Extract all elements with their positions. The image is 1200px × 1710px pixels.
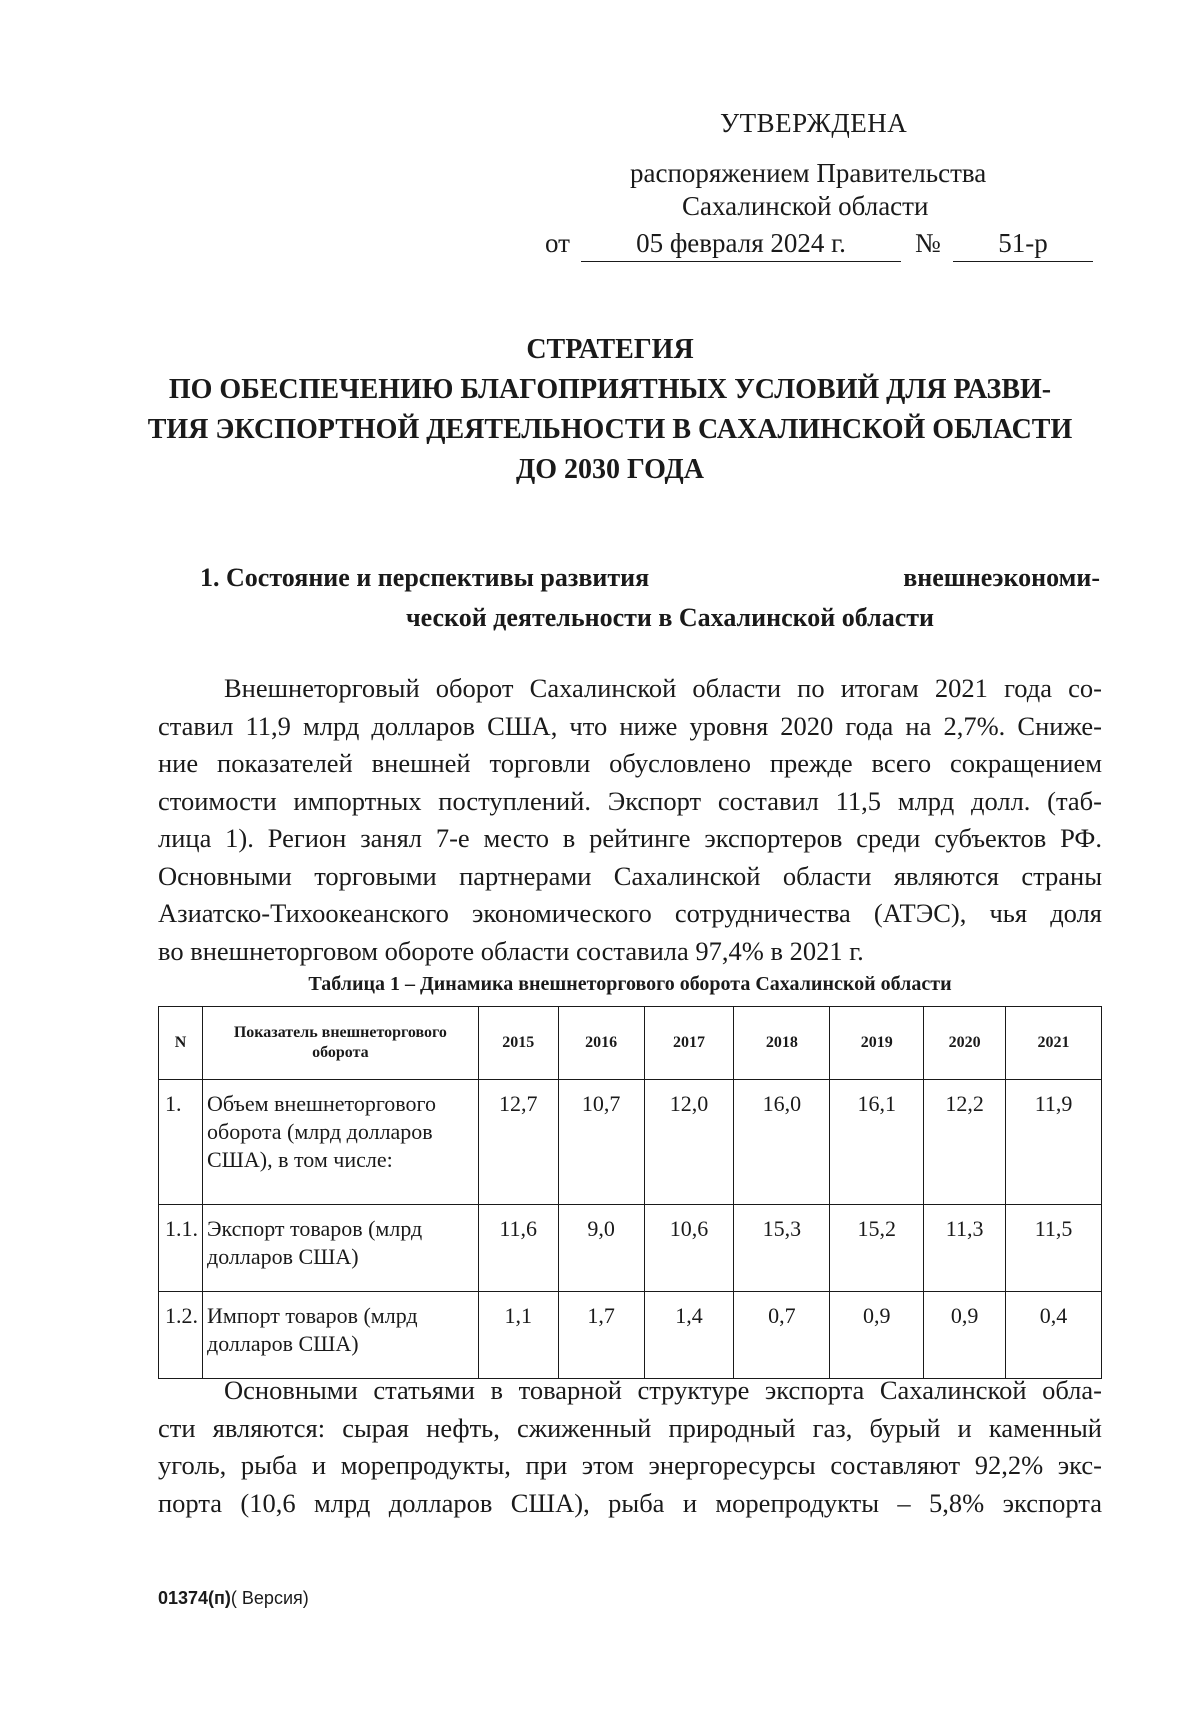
table-cell-value: 12,0 <box>644 1080 734 1205</box>
paragraph-line: во внешнеторговом обороте области составила 97,4% в 2021 г. <box>158 935 864 966</box>
title-line-2: ПО ОБЕСПЕЧЕНИЮ БЛАГОПРИЯТНЫХ УСЛОВИЙ ДЛЯ РАЗВИ- <box>168 374 1052 405</box>
table-header-year: 2016 <box>558 1007 644 1080</box>
table-header-year: 2017 <box>644 1007 734 1080</box>
table-cell-value: 11,9 <box>1006 1080 1102 1205</box>
table-cell-value: 12,7 <box>478 1080 558 1205</box>
paragraph-line: уголь, рыба и морепродукты, при этом энергоресурсы составляют 92,2% экс- <box>158 1450 1102 1480</box>
paragraph-line: сти являются: сырая нефть, сжиженный природный газ, бурый и каменный <box>158 1412 1102 1443</box>
table-cell-value: 15,2 <box>830 1205 924 1292</box>
table-row <box>159 1080 1102 1205</box>
table-cell-label: Экспорт товаров (млрд долларов США) <box>203 1205 479 1292</box>
approval-from-label: от <box>545 228 570 258</box>
paragraph-export-structure <box>158 1372 1102 1522</box>
title-line-4: ДО 2030 ГОДА <box>515 454 705 485</box>
table-header-indicator: Показатель внешнеторгового оборота <box>203 1007 479 1080</box>
table-cell-value: 16,1 <box>830 1080 924 1205</box>
section-heading-line-1 <box>200 558 1100 598</box>
table-cell-n: 1.2. <box>159 1292 203 1379</box>
table-header-year: 2019 <box>830 1007 924 1080</box>
table-cell-value: 12,2 <box>924 1080 1006 1205</box>
paragraph-line: порта (10,6 млрд долларов США), рыба и морепродукты – 5,8% экспорта <box>158 1487 1102 1518</box>
paragraph-line: ние показателей внешней торговли обусловлено прежде всего сокращением <box>158 748 1102 778</box>
table-cell-value: 11,5 <box>1006 1205 1102 1292</box>
paragraph-line: Внешнеторговый оборот Сахалинской области по итогам 2021 года со- <box>224 673 1102 703</box>
table-row <box>159 1205 1102 1292</box>
approval-number: 51-р <box>953 228 1093 262</box>
table-cell-value: 0,7 <box>734 1292 830 1379</box>
table-cell-value: 1,7 <box>558 1292 644 1379</box>
table-header-n: N <box>159 1007 203 1080</box>
table-cell-value: 10,7 <box>558 1080 644 1205</box>
paragraph-foreign-trade <box>158 670 1102 970</box>
section-heading <box>200 558 1100 638</box>
table-cell-value: 10,6 <box>644 1205 734 1292</box>
table-header-year: 2018 <box>734 1007 830 1080</box>
table-cell-value: 16,0 <box>734 1080 830 1205</box>
section-heading-right: внешнеэкономи- <box>903 563 1100 592</box>
approval-date-row <box>545 228 1105 264</box>
approval-title: УТВЕРЖДЕНА <box>720 108 908 138</box>
table-cell-value: 1,4 <box>644 1292 734 1379</box>
table-cell-value: 1,1 <box>478 1292 558 1379</box>
approval-number-sign: № <box>915 228 941 258</box>
table-header-year: 2020 <box>924 1007 1006 1080</box>
table-cell-label: Импорт товаров (млрд долларов США) <box>203 1292 479 1379</box>
trade-dynamics-table <box>158 1006 1102 1379</box>
table-cell-value: 11,6 <box>478 1205 558 1292</box>
table-cell-value: 9,0 <box>558 1205 644 1292</box>
table-cell-value: 0,9 <box>924 1292 1006 1379</box>
document-title <box>130 330 1090 490</box>
title-line-3: ТИЯ ЭКСПОРТНОЙ ДЕЯТЕЛЬНОСТИ В САХАЛИНСКОЙ ОБЛАСТИ <box>147 414 1073 445</box>
approval-authority: распоряжением Правительства <box>630 158 987 188</box>
footer-code: 01374(п) <box>158 1588 231 1608</box>
table-cell-n: 1.1. <box>159 1205 203 1292</box>
section-heading-line-2: ческой деятельности в Сахалинской области <box>406 603 934 632</box>
table-cell-value: 15,3 <box>734 1205 830 1292</box>
table-cell-label: Объем внешнеторгового оборота (млрд долларов США), в том числе: <box>203 1080 479 1205</box>
table-cell-value: 11,3 <box>924 1205 1006 1292</box>
document-footer <box>158 1588 309 1609</box>
title-line-1: СТРАТЕГИЯ <box>526 334 694 365</box>
paragraph-line: лица 1). Регион занял 7-е место в рейтинге экспортеров среди субъектов РФ. <box>158 823 1102 853</box>
paragraph-line: стоимости импортных поступлений. Экспорт составил 11,5 млрд долл. (таб- <box>158 785 1102 816</box>
paragraph-line: Азиатско-Тихоокеанского экономического сотрудничества (АТЭС), чья доля <box>158 898 1102 928</box>
table-header-year: 2015 <box>478 1007 558 1080</box>
approval-region: Сахалинской области <box>682 191 929 221</box>
table-row <box>159 1292 1102 1379</box>
paragraph-line: ставил 11,9 млрд долларов США, что ниже уровня 2020 года на 2,7%. Сниже- <box>158 710 1102 741</box>
table-cell-value: 0,9 <box>830 1292 924 1379</box>
paragraph-line: Основными торговыми партнерами Сахалинской области являются страны <box>158 860 1102 891</box>
table-header-row <box>159 1007 1102 1080</box>
paragraph-line: Основными статьями в товарной структуре экспорта Сахалинской обла- <box>224 1375 1102 1405</box>
footer-version: ( Версия) <box>230 1588 309 1608</box>
table-cell-n: 1. <box>159 1080 203 1205</box>
section-heading-left: 1. Состояние и перспективы развития <box>200 563 650 592</box>
table-header-year: 2021 <box>1006 1007 1102 1080</box>
table-caption: Таблица 1 – Динамика внешнеторгового оборота Сахалинской области <box>308 973 952 995</box>
approval-date: 05 февраля 2024 г. <box>581 228 901 262</box>
table-cell-value: 0,4 <box>1006 1292 1102 1379</box>
